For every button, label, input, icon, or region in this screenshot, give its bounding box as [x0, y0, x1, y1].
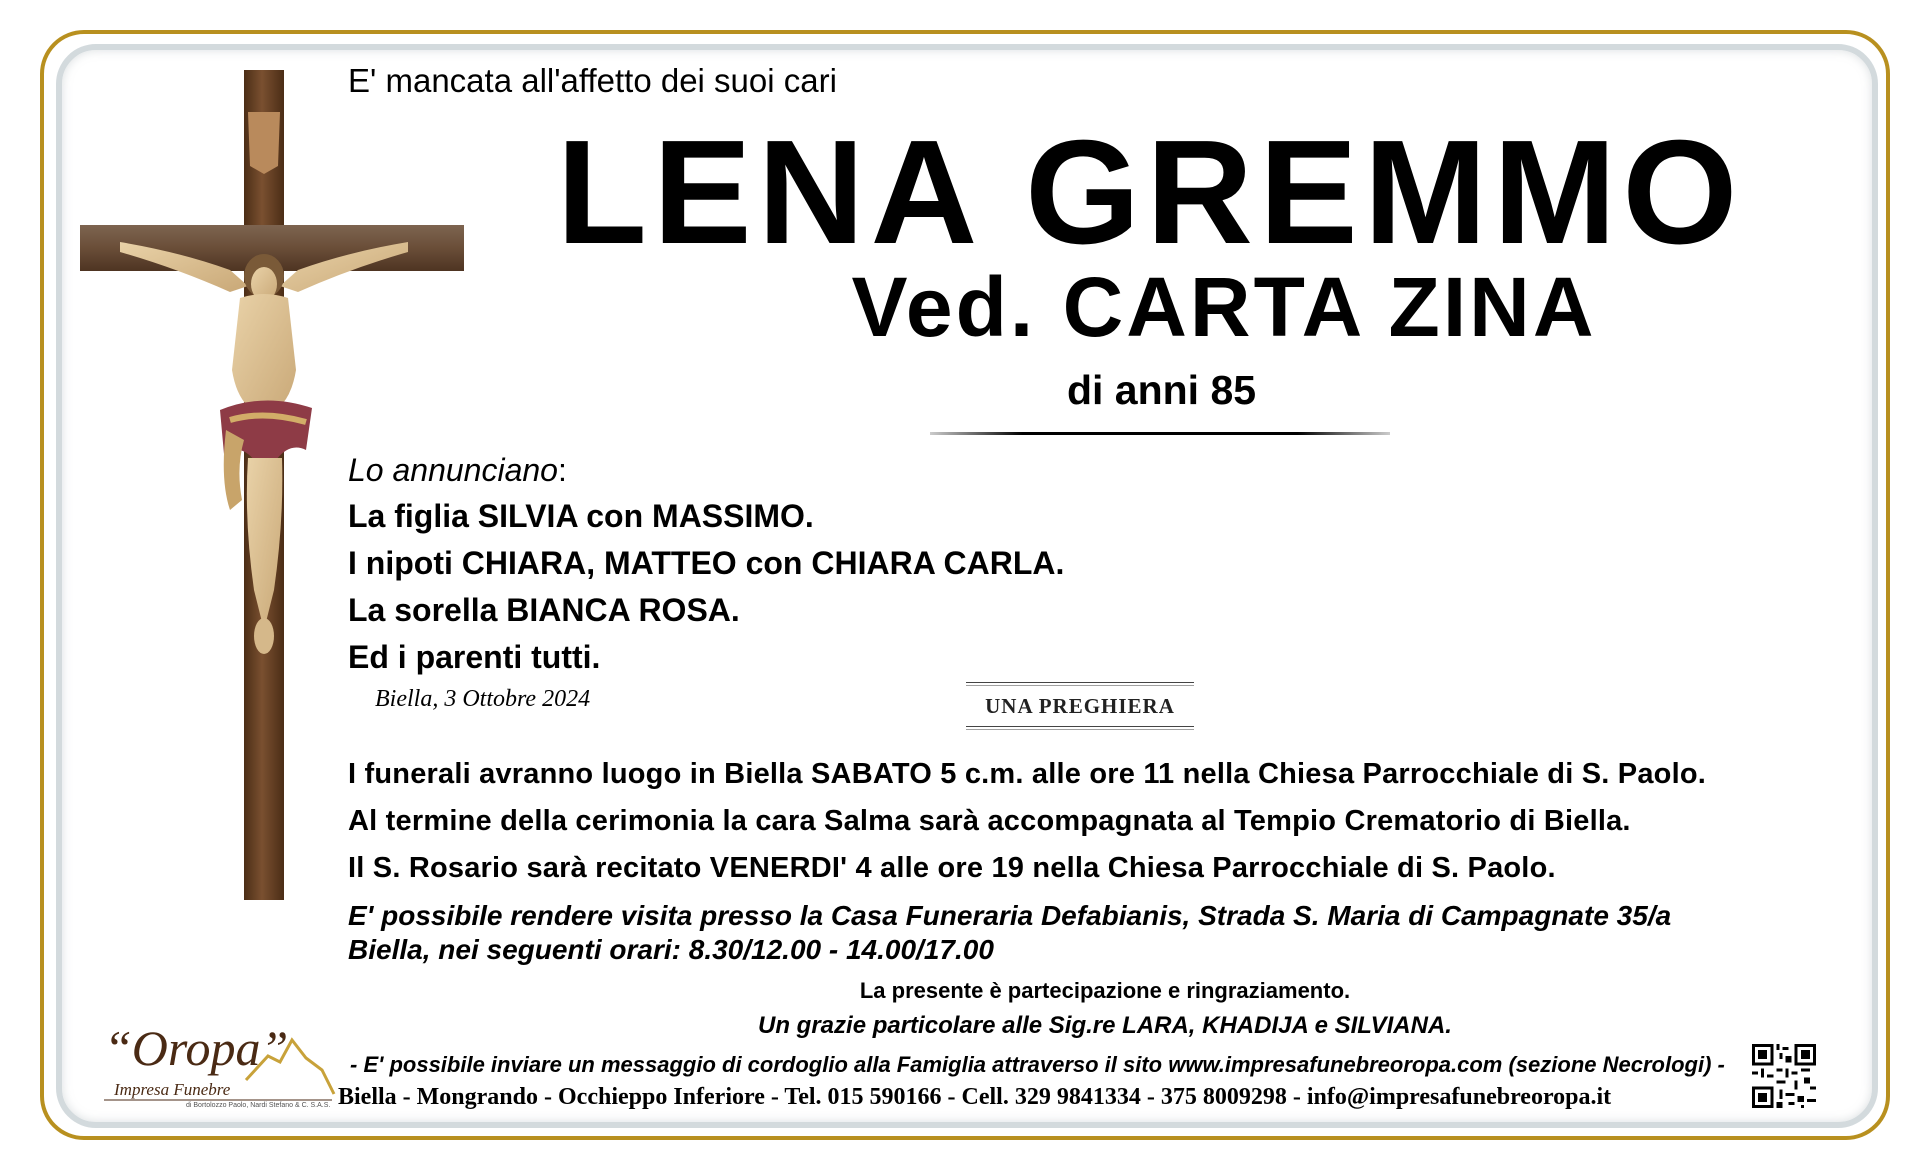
funeral-home-logo [96, 1018, 346, 1114]
logo-fine-print: di Bortolozzo Paolo, Nardi Stefano & C. S.A.S. [186, 1102, 331, 1109]
visit-line: Biella, nei seguenti orari: 8.30/12.00 - 14.00/17.00 [348, 934, 994, 965]
deceased-name: LENA GREMMO [556, 110, 1744, 275]
contact-line: Biella - Mongrando - Occhieppo Inferiore - Tel. 015 590166 - Cell. 329 9841334 - 375 8009298 - info@impresafunebreoropa.it [338, 1084, 1612, 1110]
intro-text: E' mancata all'affetto dei suoi cari [348, 62, 837, 99]
prayer-rule-top-2 [966, 685, 1194, 686]
announcers-heading [348, 452, 567, 489]
widow-line: Ved. CARTA ZINA [851, 260, 1597, 354]
prayer-link[interactable] [966, 680, 1194, 730]
funeral-line: I funerali avranno luogo in Biella SABATO 5 c.m. alle ore 11 nella Chiesa Parrocchiale di S. Paolo. [348, 758, 1706, 790]
funeral-line: Al termine della cerimonia la cara Salma sarà accompagnata al Tempio Crematorio di Biella. [348, 805, 1631, 837]
divider-line [930, 432, 1390, 435]
family-line: La sorella BIANCA ROSA. [348, 592, 740, 628]
family-line: La figlia SILVIA con MASSIMO. [348, 498, 814, 534]
prayer-rule-bottom-2 [966, 729, 1194, 730]
logo-name: “Oropa” [104, 1020, 289, 1076]
prayer-rule-bottom [966, 726, 1194, 727]
family-line: I nipoti CHIARA, MATTEO con CHIARA CARLA. [348, 545, 1065, 581]
announcers-colon: : [557, 452, 567, 488]
dateline: Biella, 3 Ottobre 2024 [375, 686, 591, 712]
funeral-line: Il S. Rosario sarà recitato VENERDI' 4 alle ore 19 nella Chiesa Parrocchiale di S. Paolo. [348, 852, 1556, 884]
thanks-text: Un grazie particolare alle Sig.re LARA, KHADIJA e SILVIANA. [758, 1012, 1452, 1039]
announcers-label: Lo annunciano [348, 452, 558, 488]
prayer-label: UNA PREGHIERA [985, 694, 1175, 718]
participation-text: La presente è partecipazione e ringraziamento. [859, 978, 1351, 1003]
condolence-note: - E' possibile inviare un messaggio di cordoglio alla Famiglia attraverso il sito www.impresafunebreoropa.com (sezione Necrologi) - [350, 1052, 1725, 1077]
prayer-rule-top [966, 682, 1194, 683]
visit-line: E' possibile rendere visita presso la Casa Funeraria Defabianis, Strada S. Maria di Campagnate 35/a [348, 900, 1672, 931]
age-line: di anni 85 [1066, 367, 1257, 413]
qr-code-icon[interactable] [1752, 1044, 1816, 1108]
logo-subtitle: Impresa Funebre [114, 1080, 231, 1099]
family-line: Ed i parenti tutti. [348, 639, 601, 675]
